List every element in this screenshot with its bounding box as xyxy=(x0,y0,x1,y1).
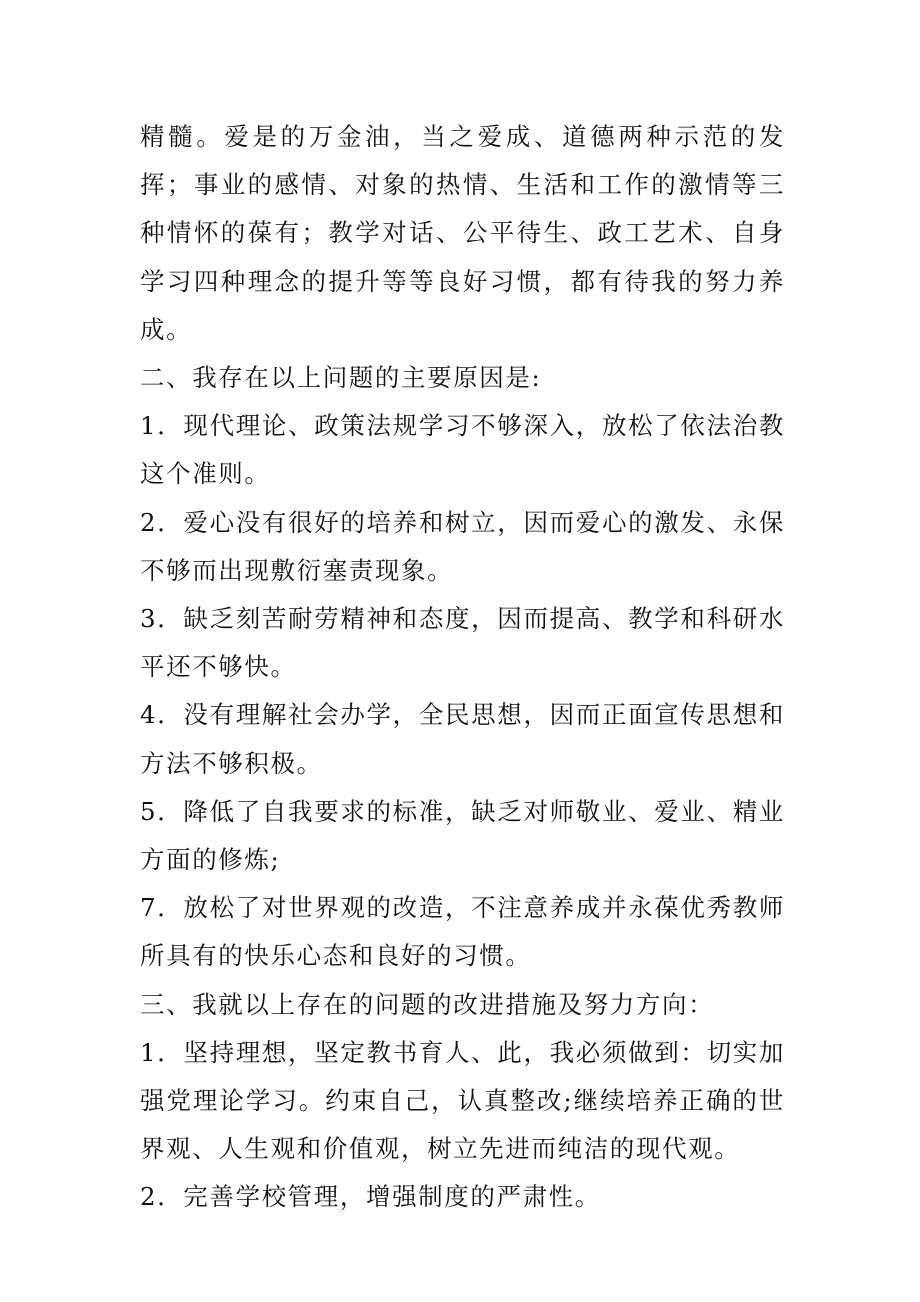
list-item-2: 2．爱心没有很好的培养和树立，因而爱心的激发、永保不够而出现敷衍塞责现象。 xyxy=(140,507,785,585)
list-item-5: 5．降低了自我要求的标准，缺乏对师敬业、爱业、精业方面的修炼; xyxy=(140,796,785,875)
list-item-3: 3．缺乏刻苦耐劳精神和态度，因而提高、教学和科研水平还不够快。 xyxy=(140,604,785,682)
list-item-1: 1．现代理论、政策法规学习不够深入，放松了依法治教这个准则。 xyxy=(140,411,785,489)
list-item-7: 7．放松了对世界观的改造，不注意养成并永葆优秀教师所具有的快乐心态和良好的习惯。 xyxy=(140,893,785,971)
paragraph-love-essence: 精髓。爱是的万金油，当之爱成、道德两种示范的发挥；事业的感情、对象的热情、生活和工作的激情等三种情怀的葆有；教学对话、公平待生、政工艺术、自身学习四种理念的提升等等良好习惯，都有待我的努力养成。 xyxy=(140,122,785,344)
document-body xyxy=(140,113,785,1222)
measure-item-1: 1．坚持理想，坚定教书育人、此，我必须做到：切实加强党理论学习。约束自己，认真整改;继续培养正确的世界观、人生观和价值观，树立先进而纯洁的现代观。 xyxy=(140,1037,785,1164)
measure-item-2: 2．完善学校管理，增强制度的严肃性。 xyxy=(140,1182,601,1212)
list-item-4: 4．没有理解社会办学，全民思想，因而正面宣传思想和方法不够积极。 xyxy=(140,700,785,778)
heading-section-two: 二、我存在以上问题的主要原因是: xyxy=(140,363,542,393)
heading-section-three: 三、我就以上存在的问题的改进措施及努力方向： xyxy=(140,989,715,1019)
